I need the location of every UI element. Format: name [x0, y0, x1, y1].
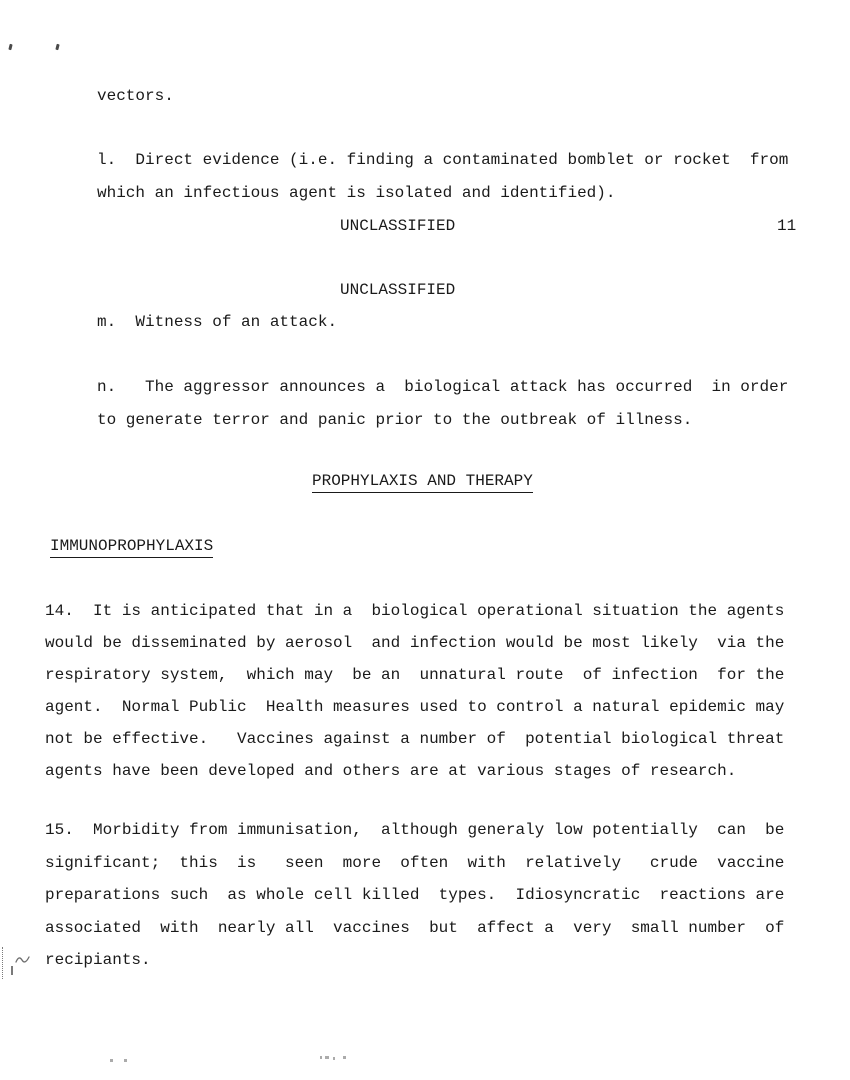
scan-speck: [325, 1056, 329, 1059]
page-number: 11: [777, 217, 797, 235]
body-text-vectors: vectors.: [97, 87, 174, 105]
section-heading: PROPHYLAXIS AND THERAPY: [312, 471, 533, 493]
margin-dotted-line: [2, 947, 3, 979]
scan-stray-mark: [8, 44, 12, 51]
paragraph-14-line: agent. Normal Public Health measures used to control a natural epidemic may: [45, 698, 785, 716]
list-item-m: m. Witness of an attack.: [97, 313, 338, 331]
list-item-l-line1: l. Direct evidence (i.e. finding a contaminated bomblet or rocket from: [97, 151, 789, 169]
scan-speck: [320, 1056, 322, 1059]
margin-tick-mark: [11, 966, 13, 975]
margin-annotation-mark: [15, 953, 33, 965]
paragraph-15: [45, 814, 784, 977]
list-item-l-line2: which an infectious agent is isolated and identified).: [97, 184, 616, 202]
classification-footer-label: UNCLASSIFIED: [340, 217, 456, 235]
paragraph-15-line: preparations such as whole cell killed types. Idiosyncratic reactions are: [45, 886, 785, 904]
scan-speck: [124, 1059, 127, 1062]
subsection-heading: IMMUNOPROPHYLAXIS: [50, 536, 213, 558]
paragraph-15-line: recipiants.: [45, 951, 151, 969]
scan-speck: [110, 1059, 113, 1062]
paragraph-14: [45, 595, 784, 787]
scan-speck: [343, 1056, 346, 1059]
scan-speck: [333, 1057, 335, 1060]
paragraph-15-line: significant; this is seen more often with relatively crude vaccine: [45, 853, 785, 872]
paragraph-14-line: respiratory system, which may be an unnatural route of infection for the: [45, 666, 785, 684]
list-item-n-line1: n. The aggressor announces a biological attack has occurred in order: [97, 378, 789, 396]
list-item-n-line2: to generate terror and panic prior to the outbreak of illness.: [97, 411, 693, 429]
paragraph-14-line: not be effective. Vaccines against a number of potential biological threat: [45, 730, 785, 748]
paragraph-14-line: 14. It is anticipated that in a biological operational situation the agents: [45, 602, 785, 620]
paragraph-15-line: 15. Morbidity from immunisation, although generaly low potentially can be: [45, 821, 785, 839]
paragraph-15-line: associated with nearly all vaccines but affect a very small number of: [45, 918, 785, 937]
paragraph-14-line: would be disseminated by aerosol and infection would be most likely via the: [45, 634, 785, 652]
classification-header-label: UNCLASSIFIED: [340, 281, 456, 299]
paragraph-14-line: agents have been developed and others are at various stages of research.: [45, 762, 737, 780]
scan-stray-mark: [55, 44, 59, 51]
